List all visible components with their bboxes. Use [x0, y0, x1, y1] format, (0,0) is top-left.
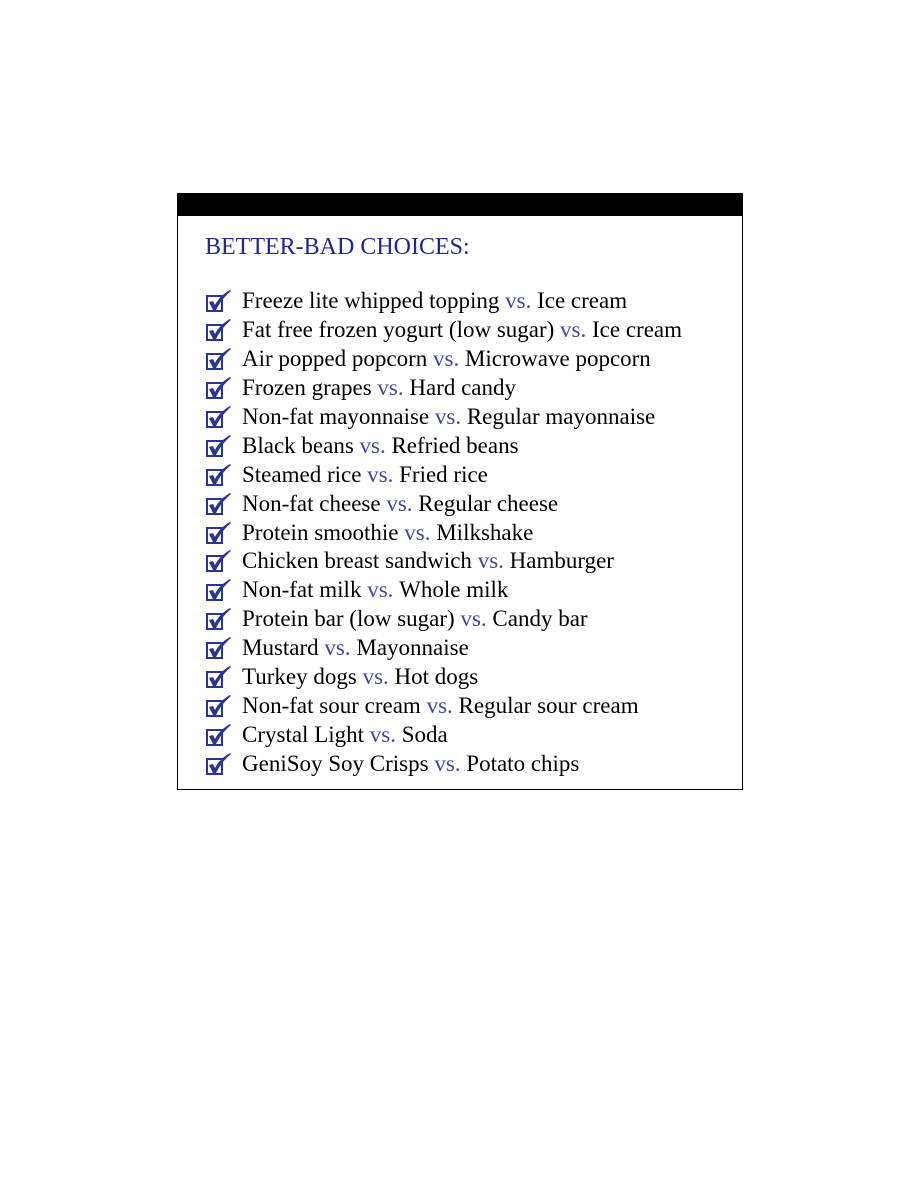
bad-choice: Candy bar: [492, 606, 588, 632]
better-choice: Non-fat mayonnaise: [242, 404, 430, 429]
better-choice: Air popped popcorn: [242, 346, 428, 372]
list-item: [206, 489, 682, 518]
checkbox-checked-icon: [206, 434, 232, 458]
vs-separator: vs.: [359, 432, 386, 458]
checkbox-checked-icon: [206, 376, 232, 400]
box-heading: BETTER-BAD CHOICES:: [205, 234, 470, 260]
checkbox-checked-icon: [206, 405, 232, 429]
list-item: [206, 403, 682, 432]
vs-separator: vs.: [324, 635, 351, 661]
bad-choice: Hard candy: [409, 375, 517, 401]
better-choice: Chicken breast sandwich: [242, 548, 472, 574]
vs-separator: vs.: [505, 288, 532, 314]
better-bad-choices-box: [177, 193, 743, 790]
checkbox-checked-icon: [206, 694, 232, 718]
better-choice: Non-fat milk: [242, 577, 362, 603]
list-item: [206, 374, 682, 403]
bad-choice: Mayonnaise: [356, 635, 469, 661]
checkbox-checked-icon: [206, 347, 232, 371]
checkbox-checked-icon: [206, 318, 232, 342]
list-item: [206, 691, 682, 720]
bad-choice: Microwave popcorn: [464, 346, 651, 372]
checkbox-checked-icon: [206, 665, 232, 689]
better-choice: Crystal Light: [242, 721, 365, 747]
checkbox-checked-icon: [206, 607, 232, 631]
better-choice: Mustard: [242, 635, 319, 661]
list-item: [206, 605, 682, 634]
better-choice: Black beans: [242, 432, 354, 458]
better-choice: Protein bar (low sugar): [242, 606, 455, 632]
checkbox-checked-icon: [206, 549, 232, 573]
vs-separator: vs.: [404, 519, 431, 545]
bad-choice: Regular cheese: [418, 490, 559, 516]
better-choice: Non-fat cheese: [242, 490, 381, 516]
bad-choice: Ice cream: [537, 288, 628, 314]
checkbox-checked-icon: [206, 636, 232, 660]
bad-choice: Regular mayonnaise: [466, 404, 656, 429]
vs-separator: vs.: [477, 548, 504, 574]
vs-separator: vs.: [367, 461, 394, 487]
list-item: [206, 345, 682, 374]
vs-separator: vs.: [433, 346, 460, 372]
list-item: [206, 460, 682, 489]
vs-separator: vs.: [367, 577, 394, 603]
better-choice: Frozen grapes: [242, 375, 372, 401]
better-choice: Steamed rice: [242, 461, 362, 487]
list-item: [206, 576, 682, 605]
bad-choice: Potato chips: [466, 750, 580, 776]
choices-list: [206, 287, 682, 778]
vs-separator: vs.: [434, 750, 461, 776]
vs-separator: vs.: [426, 692, 453, 718]
bad-choice: Milkshake: [436, 519, 534, 545]
better-choice: Protein smoothie: [242, 519, 399, 545]
checkbox-checked-icon: [206, 463, 232, 487]
better-choice: Freeze lite whipped topping: [242, 288, 500, 314]
list-item: [206, 547, 682, 576]
checkbox-checked-icon: [206, 521, 232, 545]
list-item: [206, 518, 682, 547]
bad-choice: Refried beans: [391, 432, 519, 458]
vs-separator: vs.: [386, 490, 413, 516]
checkbox-checked-icon: [206, 289, 232, 313]
list-item: [206, 749, 682, 778]
better-choice: Fat free frozen yogurt (low sugar): [242, 317, 555, 343]
list-item: [206, 663, 682, 692]
checkbox-checked-icon: [206, 578, 232, 602]
bad-choice: Soda: [401, 721, 448, 747]
checkbox-checked-icon: [206, 723, 232, 747]
list-item: [206, 720, 682, 749]
bad-choice: Fried rice: [399, 461, 488, 487]
vs-separator: vs.: [377, 375, 404, 401]
bad-choice: Hot dogs: [394, 664, 479, 690]
bad-choice: Whole milk: [399, 577, 509, 603]
list-item: [206, 634, 682, 663]
vs-separator: vs.: [362, 664, 389, 690]
better-choice: GeniSoy Soy Crisps: [242, 750, 429, 776]
list-item: [206, 431, 682, 460]
vs-separator: vs.: [460, 606, 487, 632]
better-choice: Non-fat sour cream: [242, 692, 421, 718]
checkbox-checked-icon: [206, 752, 232, 776]
vs-separator: vs.: [560, 317, 587, 343]
bad-choice: Hamburger: [509, 548, 614, 574]
vs-separator: vs.: [369, 721, 396, 747]
box-header-bar: [178, 194, 742, 216]
vs-separator: vs.: [434, 404, 462, 429]
bad-choice: Regular sour cream: [458, 692, 639, 718]
bad-choice: Ice cream: [592, 317, 683, 343]
better-choice: Turkey dogs: [242, 664, 357, 690]
list-item: [206, 316, 682, 345]
list-item: [206, 287, 682, 316]
checkbox-checked-icon: [206, 492, 232, 516]
